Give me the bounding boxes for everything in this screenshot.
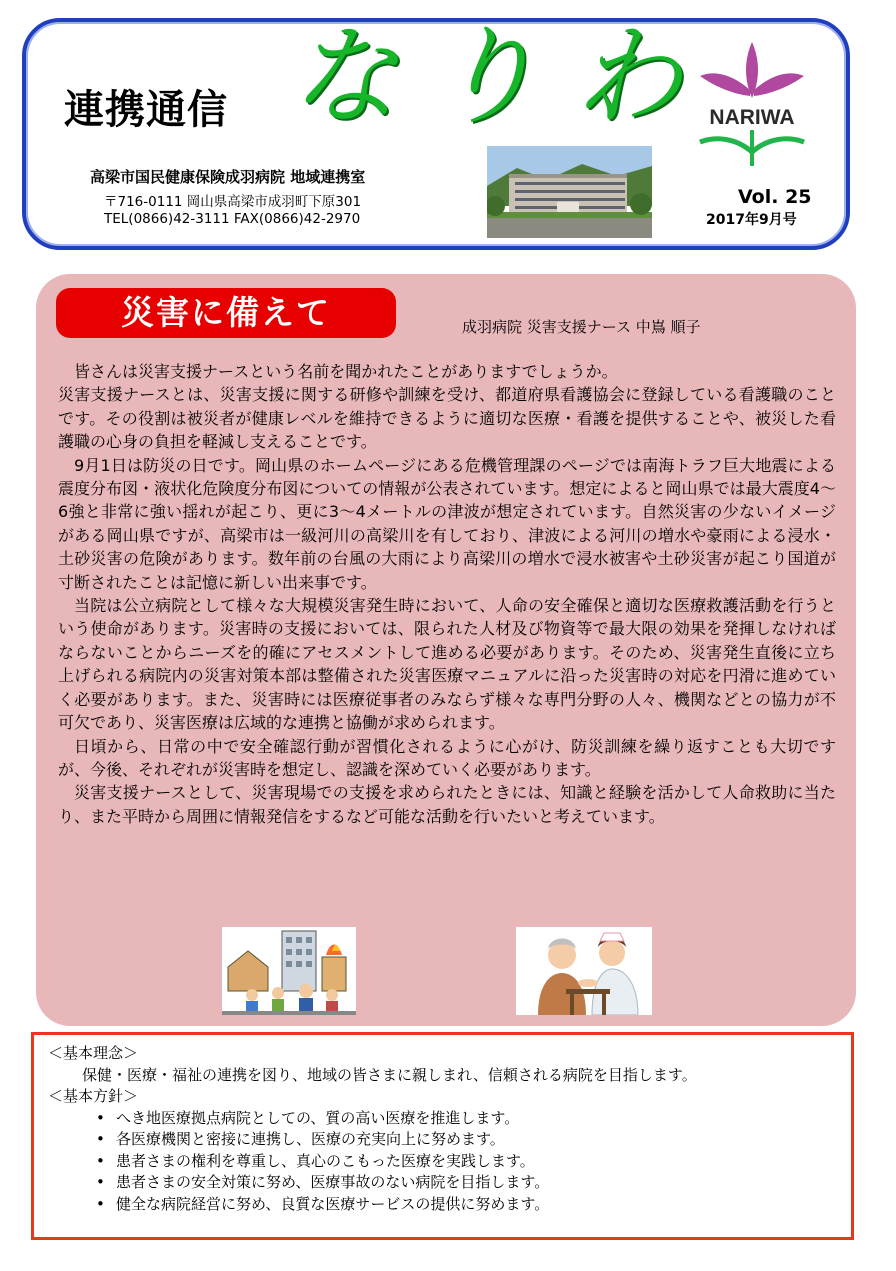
nurse-care-illustration (516, 927, 652, 1015)
paragraph: 皆さんは災害支援ナースという名前を聞かれたことがありますでしょうか。 (74, 362, 618, 381)
list-item (96, 1194, 851, 1216)
paragraph: 日頃から、日常の中で安全確認行動が習慣化されるように心がけ、防災訓練を繰り返すことも大切ですが、今後、それぞれが災害時を想定し、認識を深めていく必要があります。 (58, 736, 836, 779)
organization-name: 高梁市国民健康保険成羽病院 地域連携室 (90, 168, 366, 186)
newsletter-name: なりわ (290, 15, 717, 140)
principle-text: へき地医療拠点病院としての、質の高い医療を推進します。 (116, 1108, 520, 1127)
principle-text: 患者さまの安全対策に努め、医療事故のない病院を目指します。 (116, 1173, 550, 1191)
volume-number: Vol. 25 (738, 186, 812, 208)
paragraph: 当院は公立病院として様々な大規模災害発生時において、人命の安全確保と適切な医療救護活動を行うという使命があります。災害時の支援においては、限られた人材及び物資等で最大限の効果を発揮しなければならないことからニーズを的確にアセスメントして進める必要があります。そのため、災害発生直後に立ち上げられる病院内の災害対策本部は整備された災害医療マニュアルに沿った災害時の対応を円滑に進めていく必要があります。また、災害時には医療従事者のみならず様々な専門分野の人々、機関などとの協力が不可欠であり、災害医療は広域的な連携と協働が求められます。 (58, 596, 836, 733)
article-panel (36, 274, 856, 1026)
philosophy-heading: ＜基本理念＞ (48, 1044, 139, 1062)
contact-info: TEL(0866)42-3111 FAX(0866)42-2970 (104, 211, 361, 227)
article-title: 災害に備えて (56, 288, 396, 338)
list-item (96, 1108, 851, 1130)
principles-list (48, 1108, 851, 1216)
principles-heading: ＜基本方針＞ (48, 1087, 139, 1105)
article-author: 成羽病院 災害支援ナース 中嶌 順子 (462, 318, 701, 336)
list-item (96, 1129, 851, 1151)
hospital-policy-box (31, 1032, 854, 1240)
paragraph: 災害支援ナースとして、災害現場での支援を求められたときには、知識と経験を活かして人命救助に当たり、また平時から周囲に情報発信をするなど可能な活動を行いたいと考えています。 (58, 783, 836, 826)
article-body (58, 360, 836, 828)
philosophy-text: 保健・医療・福祉の連携を図り、地域の皆さまに親しまれ、信頼される病院を目指します。 (82, 1065, 697, 1084)
bullet-icon: • (96, 1173, 105, 1191)
publication-title: 連携通信 (64, 87, 228, 133)
list-item (96, 1151, 851, 1173)
principle-text: 患者さまの権利を尊重し、真心のこもった医療を実践します。 (116, 1151, 535, 1170)
principle-text: 健全な病院経営に努め、良質な医療サービスの提供に努めます。 (116, 1194, 550, 1213)
list-item (96, 1172, 851, 1194)
logo-text: NARIWA (709, 106, 795, 129)
paragraph: 災害支援ナースとは、災害支援に関する研修や訓練を受け、都道府県看護協会に登録している看護職のことです。その役割は被災者が健康レベルを維持できるように適切な医療・看護を提供することや、被災した看護職の心身の負担を軽減し支えることです。 (58, 385, 836, 452)
disaster-illustration (222, 927, 356, 1015)
address: 〒716-0111 岡山県高梁市成羽町下原301 (104, 194, 362, 210)
bullet-icon: • (96, 1130, 105, 1148)
bullet-icon: • (96, 1108, 105, 1127)
bullet-icon: • (96, 1151, 105, 1170)
nariwa-logo (692, 40, 812, 168)
hospital-photo (487, 146, 652, 238)
paragraph: 9月1日は防災の日です。岡山県のホームページにある危機管理課のページでは南海トラフ巨大地震による震度分布図・液状化危険度分布図についての情報が公表されています。想定によると岡山県では最大震度4～6強と非常に強い揺れが起こり、更に3～4メートルの津波が想定されています。自然災害の少ないイメージがある岡山県ですが、高梁市は一級河川の高梁川を有しており、津波による河川の増水や豪雨による浸水・土砂災害の危険があります。数年前の台風の大雨により高梁川の増水で浸水被害や土砂災害が起こり国道が寸断されたことは記憶に新しい出来事です。 (58, 455, 836, 592)
principle-text: 各医療機関と密接に連携し、医療の充実向上に努めます。 (116, 1130, 505, 1148)
issue-date: 2017年9月号 (706, 212, 797, 228)
bullet-icon: • (96, 1194, 105, 1213)
